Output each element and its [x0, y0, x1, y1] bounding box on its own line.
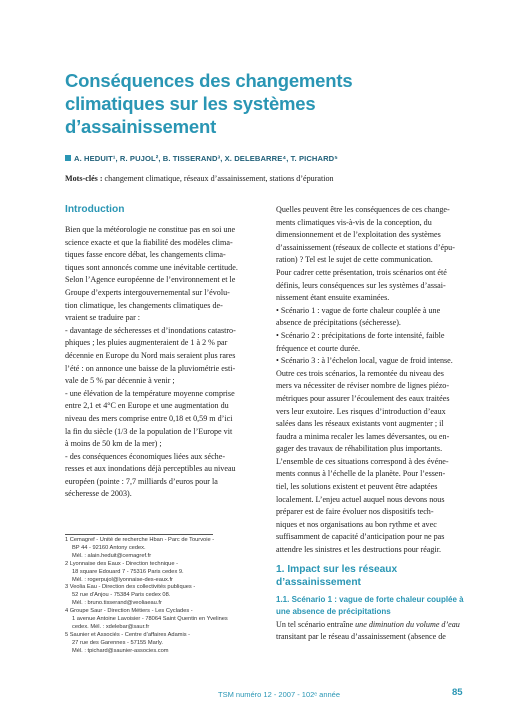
footnote-line: 1 Cemagref - Unité de recherche Hban - Parc de Tourvoie - [65, 537, 215, 543]
text-line: - une élévation de la température moyenne comprise [65, 388, 235, 398]
text-line: • Scénario 3 : à l’échelon local, vague de froid intense. [276, 356, 453, 366]
italic-text-run: une diminution du volume d’eau [355, 619, 460, 629]
text-line: entre 2,1 et 4°C en Europe et une augmentation du [65, 401, 229, 411]
subsection-heading-line: 1.1. Scénario 1 : vague de forte chaleur couplée à [276, 594, 464, 604]
footnote-line: Mél. : bruno.tisserand@veoliaeau.fr [72, 600, 162, 607]
text-line: L’ensemble de ces situations correspond à des événe- [276, 456, 449, 466]
text-line: Outre ces trois scénarios, la remontée du niveau des [276, 368, 444, 378]
text-line: vraient se traduire par : [65, 313, 141, 323]
text-line: la fin du siècle (1/3 de la population de l’Europe vit [65, 426, 233, 436]
text-line: • Scénario 2 : précipitations de forte intensité, faible [276, 330, 445, 340]
footnote-line: 52 rue d’Anjou - 75384 Paris cedex 08. [72, 592, 171, 599]
journal-footer: TSM numéro 12 - 2007 - 102ᵉ année [218, 690, 341, 699]
text-line: métriques pour assurer l’écoulement des eaux traitées [276, 393, 450, 403]
text-line: l’été : on annonce une baisse de la pluviométrie esti- [65, 363, 236, 373]
footnote-line: 4 Groupe Saur - Direction Métiers - Les Cyclades - [65, 608, 193, 615]
keywords [65, 174, 334, 183]
bullet-square-icon [65, 155, 71, 161]
text-line: tion climatique, les changements climatiques de- [65, 300, 223, 310]
section-heading-line: 1. Impact sur les réseaux [276, 563, 398, 575]
text-line: vale de 5 % par décennie à venir ; [65, 376, 175, 386]
intro-column [65, 224, 260, 501]
text-line: • Scénario 1 : vague de forte chaleur couplée à une [276, 305, 441, 315]
footnote-line: Mél. : tpichard@saunier-associes.com [72, 647, 169, 654]
text-line: absence de précipitations (sécheresse). [276, 318, 401, 328]
text-line: - davantage de sécheresses et d’inondations catastro- [65, 325, 236, 335]
title-line: climatiques sur les systèmes [65, 93, 316, 114]
title-line: d’assainissement [65, 116, 217, 137]
article-title [65, 69, 485, 138]
title-line: Conséquences des changements [65, 70, 353, 91]
subsection-heading [276, 594, 473, 619]
footnote-line: 18 square Edouard 7 - 75316 Paris cedex 9. [72, 568, 184, 575]
text-line: transitant par le réseau d’assainissement (absence de [276, 632, 446, 642]
text-line: Quelles peuvent être les conséquences de ces change- [276, 205, 450, 214]
text-line: ration) ? Tel est le sujet de cette communication. [276, 255, 433, 265]
text-line: ments connus à l’échelle de la planète. Pour l’essen- [276, 469, 446, 479]
text-line: d’assainissement (réseaux de collecte et stations d’épu- [276, 242, 455, 252]
text-line: sécheresse de 2003). [65, 489, 132, 499]
text-line: vers leur exutoire. Les risques d’introduction d’eaux [276, 406, 446, 416]
text-line: Pour cadrer cette présentation, trois scénarios ont été [276, 267, 447, 277]
text-line: Selon l’Agence européenne de l’environnement et le [65, 275, 236, 285]
text-line: ments climatiques vis-à-vis de la conception, du [276, 217, 432, 227]
text-line: nissement étant ensuite examinées. [276, 293, 390, 303]
text-line: attendre les sinistres et les destructions pour réagir. [276, 545, 441, 555]
text-line: Bien que la météorologie ne constitue pas en soi une [65, 225, 236, 234]
right-column [276, 204, 473, 644]
text-line: tiques sont annoncés comme une inévitable certitude. [65, 262, 238, 272]
text-line: science exacte et que la fiabilité des modèles clima- [65, 237, 233, 247]
text-run: Un tel scénario entraîne [276, 619, 356, 629]
footnote-line: 5 Saunier et Associés - Centre d’affaires Adamis - [65, 631, 191, 638]
text-line: resses et aux inondations déjà perceptibles au niveau [65, 464, 236, 474]
subsection-heading-line: une absence de précipitations [276, 607, 391, 617]
text-line: tiel, les solutions existent et peuvent être adaptées [276, 482, 438, 492]
page-number: 85 [452, 687, 463, 698]
text-line: définis, leurs conséquences sur les systèmes d’assai- [276, 280, 446, 290]
intro-heading: Introduction [65, 204, 125, 215]
text-line: suffisamment de capacité d’anticipation pour ne pas [276, 532, 445, 542]
text-line: gager des travaux de réhabilitation plus importants. [276, 444, 443, 454]
text-line: fréquence et courte durée. [276, 343, 361, 353]
text-line: dimensionnement et de l’exploitation des systèmes [276, 230, 441, 240]
footnote-line: 27 rue des Garennes - 57155 Marly. [72, 639, 163, 646]
footnote-line: 1 avenue Antoine Lavoisier - 78064 Saint Quentin en Yvelines [72, 616, 228, 623]
text-line: niques et nos organisations au bon rythme et avec [276, 519, 437, 529]
footnote-line: 3 Veolia Eau - Direction des collectivités publiques - [65, 584, 196, 591]
section-heading [276, 563, 473, 589]
text-line: à moins de 50 km de la mer) ; [65, 439, 162, 449]
author-list [65, 154, 338, 163]
footnote-line: Mél. : alain.heduit@cemagref.fr [72, 552, 152, 559]
footnote-line: Mél. : rogerpujol@lyonnaise-des-eaux.fr [72, 576, 173, 583]
footnote-line: BP 44 - 92160 Antony cedex. [72, 544, 146, 551]
text-line: faudra a minima recaler les lames déversantes, ou en- [276, 431, 450, 441]
authors-text: A. HEDUIT¹, R. PUJOL², B. TISSERAND³, X. DELEBARRE⁴, T. PICHARD⁵ [74, 154, 338, 163]
text-line: préparer est de faire évoluer nos dispositifs tech- [276, 507, 434, 517]
text-line: décennie en Europe du Nord mais seraient plus rares [65, 350, 236, 360]
text-line: Groupe d’experts intergouvernemental sur l’évolu- [65, 287, 230, 297]
text-line: européen (pointe : 7,7 milliards d’euros pour la [65, 476, 218, 486]
footnote-line: 2 Lyonnaise des Eaux - Direction technique - [65, 560, 178, 567]
text-line: tiques fasse encore débat, les changements clima- [65, 250, 226, 260]
text-line: mers va nécessiter de réviser nombre de lignes piézo- [276, 381, 450, 391]
footnotes [65, 537, 228, 656]
text-line: niveau des mers comprise entre 0,18 et 0,59 m d’ici [65, 413, 233, 423]
footnote-divider [65, 534, 213, 535]
section-heading-line: d’assainissement [276, 576, 361, 588]
text-line: phiques ; les pluies augmenteraient de 1 à 2 % par [65, 338, 228, 348]
keywords-text: changement climatique, réseaux d’assainissement, stations d’épuration [102, 174, 334, 183]
footnote-line: cedex. Mél. : xdelebar@saur.fr [72, 623, 150, 630]
text-line [276, 619, 473, 632]
text-line: localement. L’enjeu actuel auquel nous devons nous [276, 494, 445, 504]
keywords-label: Mots-clés : [65, 174, 103, 183]
text-line: - des conséquences économiques liées aux séche- [65, 451, 226, 461]
text-line: salées dans les réseaux existants vont augmenter ; il [276, 419, 444, 429]
